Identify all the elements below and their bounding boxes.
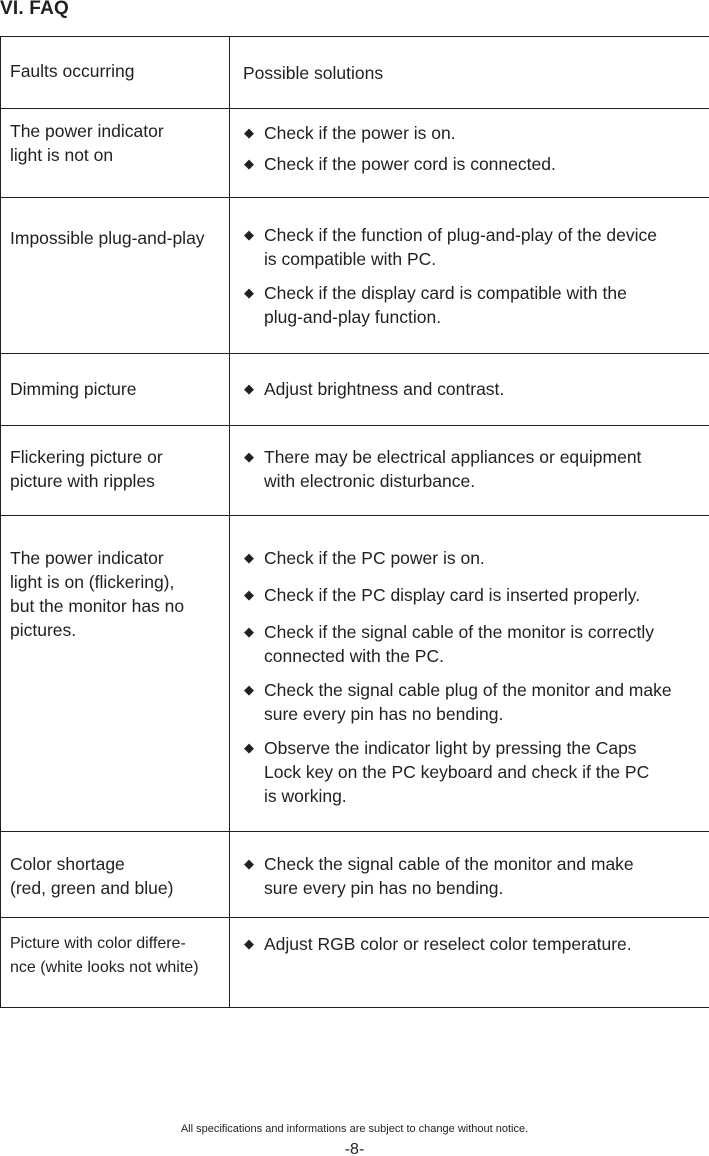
diamond-bullet-icon: ◆ [244,125,254,140]
solution-item [243,152,706,176]
fault-cell [1,832,230,918]
solution-text: Check if the power is on. [264,123,456,143]
diamond-bullet-icon: ◆ [244,285,254,300]
diamond-bullet-icon: ◆ [244,227,254,242]
table-row [1,354,709,426]
fault-cell [1,354,230,426]
solution-item [243,852,706,900]
solution-item [243,583,706,607]
footer-note: All specifications and informations are subject to change without notice. [180,1123,529,1135]
table-row [1,516,709,832]
fault-text: Impossible plug-and-play [10,228,205,248]
fault-text: Dimming picture [10,379,137,399]
solution-item [243,620,706,668]
solutions-list [243,932,706,956]
header-faults-occurring: Faults occurring [1,37,230,109]
solution-text: Check the signal cable plug of the monitor and make sure every pin has no bending. [264,680,672,724]
diamond-bullet-icon: ◆ [244,550,254,565]
fault-text: Color shortage (red, green and blue) [10,854,174,898]
solutions-list [243,223,706,329]
fault-text: Flickering picture or picture with ripples [10,447,163,491]
diamond-bullet-icon: ◆ [244,936,254,951]
solution-item [243,736,706,808]
solutions-list [243,121,706,176]
solution-item [243,377,706,401]
solution-text: Check if the PC power is on. [264,548,485,568]
solution-item [243,223,706,271]
solutions-list [243,852,706,900]
solutions-cell [230,832,709,918]
solution-item [243,445,706,493]
solution-text: Observe the indicator light by pressing the Caps Lock key on the PC keyboard and check if the PC is working. [264,738,650,806]
solutions-cell [230,918,709,1008]
solution-item [243,678,706,726]
table-header-row [1,37,709,109]
fault-cell [1,918,230,1008]
solution-item [243,281,706,329]
solution-item [243,932,706,956]
solution-text: There may be electrical appliances or equipment with electronic disturbance. [264,447,642,491]
solutions-list [243,445,706,493]
diamond-bullet-icon: ◆ [244,156,254,171]
page-number: -8- [344,1141,365,1156]
solution-text: Adjust brightness and contrast. [264,379,505,399]
solution-item [243,121,706,145]
fault-cell [1,109,230,198]
faq-table [0,36,709,1008]
solution-text: Adjust RGB color or reselect color temperature. [264,934,632,954]
solutions-list [243,546,706,808]
solutions-cell [230,198,709,354]
solutions-cell [230,516,709,832]
table-row [1,426,709,516]
fault-cell [1,426,230,516]
diamond-bullet-icon: ◆ [244,856,254,871]
solutions-list [243,377,706,401]
solution-text: Check if the function of plug-and-play of the device is compatible with PC. [264,225,658,269]
table-row [1,109,709,198]
solution-text: Check if the PC display card is inserted properly. [264,585,641,605]
solution-text: Check if the power cord is connected. [264,154,556,174]
diamond-bullet-icon: ◆ [244,682,254,697]
diamond-bullet-icon: ◆ [244,740,254,755]
diamond-bullet-icon: ◆ [244,587,254,602]
fault-text: The power indicator light is not on [10,121,164,165]
solution-item [243,546,706,570]
section-title: VI. FAQ [0,0,69,19]
solutions-cell [230,354,709,426]
fault-text: The power indicator light is on (flickering), but the monitor has no pictures. [10,548,185,640]
table-row [1,198,709,354]
diamond-bullet-icon: ◆ [244,449,254,464]
fault-cell [1,198,230,354]
solutions-cell [230,426,709,516]
diamond-bullet-icon: ◆ [244,624,254,639]
diamond-bullet-icon: ◆ [244,381,254,396]
solution-text: Check if the display card is compatible with the plug-and-play function. [264,283,627,327]
table-row [1,832,709,918]
fault-text: Picture with color differe- nce (white looks not white) [10,935,199,976]
fault-cell [1,516,230,832]
solution-text: Check if the signal cable of the monitor is correctly connected with the PC. [264,622,655,666]
table-row [1,918,709,1008]
header-possible-solutions: Possible solutions [230,37,709,109]
solutions-cell [230,109,709,198]
solution-text: Check the signal cable of the monitor and make sure every pin has no bending. [264,854,634,898]
